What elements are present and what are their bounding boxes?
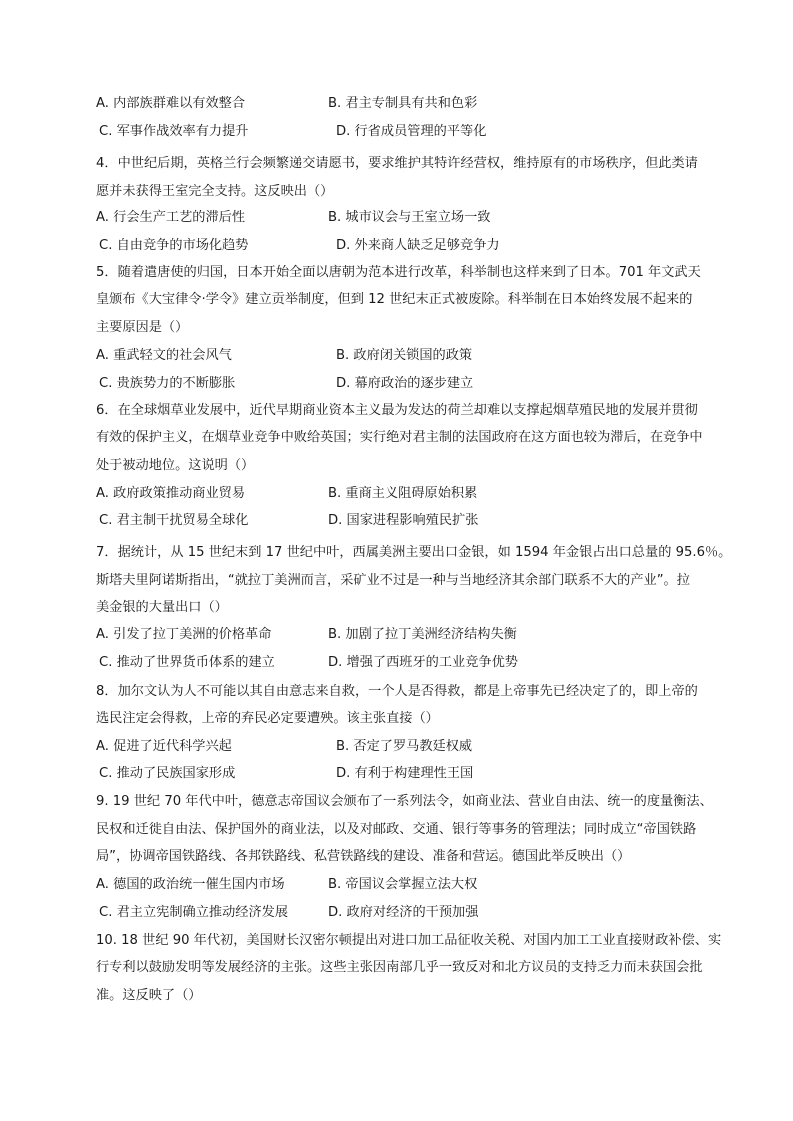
q5-stem-line-1: 5．随着遣唐使的归国，日本开始全面以唐朝为范本进行改革，科举制也这样来到了日本。701 年文武天 bbox=[96, 265, 701, 280]
q10-stem-line-1: 10. 18 世纪 90 年代初，美国财长汉密尔顿提出对进口加工品征收关税、对国内加工工业直接财政补偿、实 bbox=[96, 933, 722, 948]
q6-stem-line-1: 6．在全球烟草业发展中，近代早期商业资本主义最为发达的荷兰却难以支撑起烟草殖民地的发展并贯彻 bbox=[96, 403, 698, 418]
q5-stem-line-2: 皇颁布《大宝律令·学令》建立贡举制度，但到 12 世纪末正式被废除。科举制在日本始终发展不起来的 bbox=[96, 292, 693, 307]
q9-option-d: D. 政府对经济的干预加强 bbox=[328, 905, 479, 920]
q9-option-a: A. 德国的政治统一催生国内市场 bbox=[96, 877, 285, 892]
q4-option-a: A. 行会生产工艺的滞后性 bbox=[96, 210, 246, 225]
q3-option-a: A. 内部族群难以有效整合 bbox=[96, 96, 246, 111]
q8-option-b: B. 否定了罗马教廷权威 bbox=[336, 739, 473, 754]
q6-stem-line-2: 有效的保护主义，在烟草业竞争中败给英国；实行绝对君主制的法国政府在这方面也较为滞后，在竞争中 bbox=[96, 430, 703, 445]
q10-stem-line-2: 行专利以鼓励发明等发展经济的主张。这些主张因南部几乎一致反对和北方议员的支持乏力而未获国会批 bbox=[96, 960, 703, 975]
q4-stem-line-2: 愿并未获得王室完全支持。这反映出（） bbox=[96, 184, 334, 199]
q7-stem-line-3: 美金银的大量出口（） bbox=[96, 600, 228, 615]
q7-stem-line-1: 7．据统计，从 15 世纪末到 17 世纪中叶，西属美洲主要出口金银，如 1594 年金银占出口总量的 95.6％。 bbox=[96, 545, 732, 560]
q8-stem-line-1: 8．加尔文认为人不可能以其自由意志来自救，一个人是否得救，都是上帝事先已经决定了的，即上帝的 bbox=[96, 684, 698, 699]
q6-stem-line-3: 处于被动地位。这说明（） bbox=[96, 458, 255, 473]
q3-option-d: D. 行省成员管理的平等化 bbox=[336, 124, 487, 139]
q10-stem-line-3: 准。这反映了（） bbox=[96, 988, 202, 1003]
q6-option-b: B. 重商主义阻碍原始积累 bbox=[328, 486, 478, 501]
q8-option-a: A. 促进了近代科学兴起 bbox=[96, 739, 232, 754]
q9-stem-line-1: 9. 19 世纪 70 年代中叶，德意志帝国议会颁布了一系列法令，如商业法、营业自由法、统一的度量衡法、 bbox=[96, 794, 713, 809]
q9-stem-line-2: 民权和迁徙自由法、保护国外的商业法，以及对邮政、交通、银行等事务的管理法；同时成立“帝国铁路 bbox=[96, 822, 697, 837]
q9-stem-line-3: 局”，协调帝国铁路线、各邦铁路线、私营铁路线的建设、准备和营运。德国此举反映出（） bbox=[96, 849, 631, 864]
q5-option-c: C. 贵族势力的不断膨胀 bbox=[99, 376, 236, 391]
q5-option-a: A. 重武轻文的社会风气 bbox=[96, 348, 232, 363]
q8-option-d: D. 有利于构建理性王国 bbox=[336, 766, 474, 781]
q7-option-a: A. 引发了拉丁美洲的价格革命 bbox=[96, 627, 272, 642]
q8-stem-line-2: 选民注定会得救，上帝的弃民必定要遭殃。该主张直接（） bbox=[96, 711, 439, 726]
q7-option-d: D. 增强了西班牙的工业竞争优势 bbox=[328, 655, 518, 670]
q5-stem-line-3: 主要原因是（） bbox=[96, 320, 189, 335]
q9-option-b: B. 帝国议会掌握立法大权 bbox=[328, 877, 478, 892]
q4-option-c: C. 自由竞争的市场化趋势 bbox=[99, 238, 249, 253]
q9-option-c: C. 君主立宪制确立推动经济发展 bbox=[99, 905, 289, 920]
q5-option-b: B. 政府闭关锁国的政策 bbox=[336, 348, 473, 363]
q5-option-d: D. 幕府政治的逐步建立 bbox=[336, 376, 474, 391]
q7-option-b: B. 加剧了拉丁美洲经济结构失衡 bbox=[328, 627, 517, 642]
q4-option-d: D. 外来商人缺乏足够竞争力 bbox=[336, 238, 500, 253]
q6-option-c: C. 君主制干扰贸易全球化 bbox=[99, 513, 249, 528]
q3-option-c: C. 军事作战效率有力提升 bbox=[99, 124, 249, 139]
q8-option-c: C. 推动了民族国家形成 bbox=[99, 766, 236, 781]
q7-stem-line-2: 斯塔夫里阿诺斯指出，“就拉丁美洲而言，采矿业不过是一种与当地经济其余部门联系不大的产业”。拉 bbox=[96, 573, 690, 588]
q7-option-c: C. 推动了世界货币体系的建立 bbox=[99, 655, 275, 670]
q6-option-a: A. 政府政策推动商业贸易 bbox=[96, 486, 246, 501]
q4-stem-line-1: 4．中世纪后期，英格兰行会频繁递交请愿书，要求维护其特许经营权，维持原有的市场秩序，但此类请 bbox=[96, 156, 698, 171]
q6-option-d: D. 国家进程影响殖民扩张 bbox=[328, 513, 479, 528]
q4-option-b: B. 城市议会与王室立场一致 bbox=[328, 210, 491, 225]
q3-option-b: B. 君主专制具有共和色彩 bbox=[328, 96, 478, 111]
